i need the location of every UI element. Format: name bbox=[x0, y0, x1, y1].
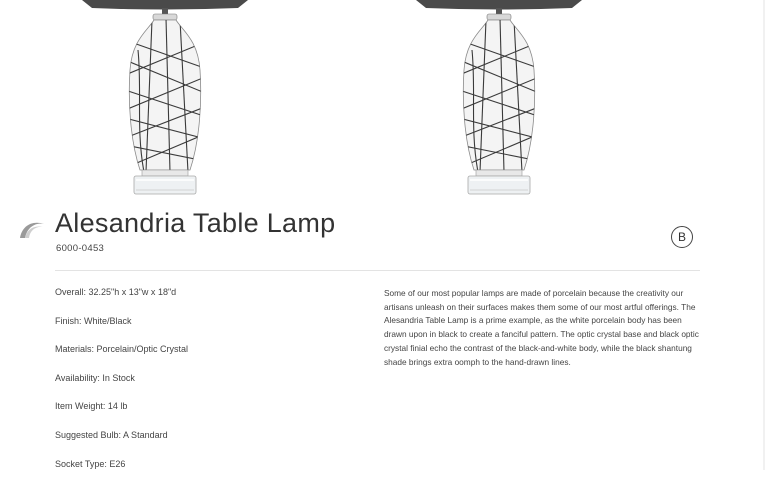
spec-socket: Socket Type: E26 bbox=[55, 458, 126, 469]
lamp-image-right bbox=[404, 0, 594, 200]
product-description: Some of our most popular lamps are made of porcelain because the creativity our artisans unleash on their surfaces makes them some of our most artful offerings. The Alesandria Table Lamp is a prime example, as the white porcelain body has been drawn upon in black to create a fanciful pattern. The optic crystal base and black optic crystal finial echo the contrast of the black-and-white body, while the black shantung shade brings extra oomph to the hand-drawn lines. bbox=[384, 288, 699, 367]
page-edge bbox=[763, 0, 765, 470]
product-sku: 6000-0453 bbox=[56, 243, 105, 254]
spec-materials: Materials: Porcelain/Optic Crystal bbox=[55, 344, 189, 355]
spec-list bbox=[55, 287, 188, 487]
divider bbox=[55, 270, 700, 271]
category-badge: B bbox=[671, 226, 693, 248]
spec-overall: Overall: 32.25"h x 13"w x 18"d bbox=[55, 287, 177, 297]
spec-availability: Availability: In Stock bbox=[55, 372, 135, 383]
lamp-image-left bbox=[70, 0, 260, 200]
product-title: Alesandria Table Lamp bbox=[55, 208, 336, 238]
table-lamp-image bbox=[404, 0, 594, 200]
table-lamp-image bbox=[70, 0, 260, 200]
spec-weight: Item Weight: 14 lb bbox=[55, 401, 128, 412]
brand-swoosh-icon bbox=[18, 216, 46, 242]
spec-finish: Finish: White/Black bbox=[55, 315, 132, 326]
spec-bulb: Suggested Bulb: A Standard bbox=[55, 429, 168, 440]
